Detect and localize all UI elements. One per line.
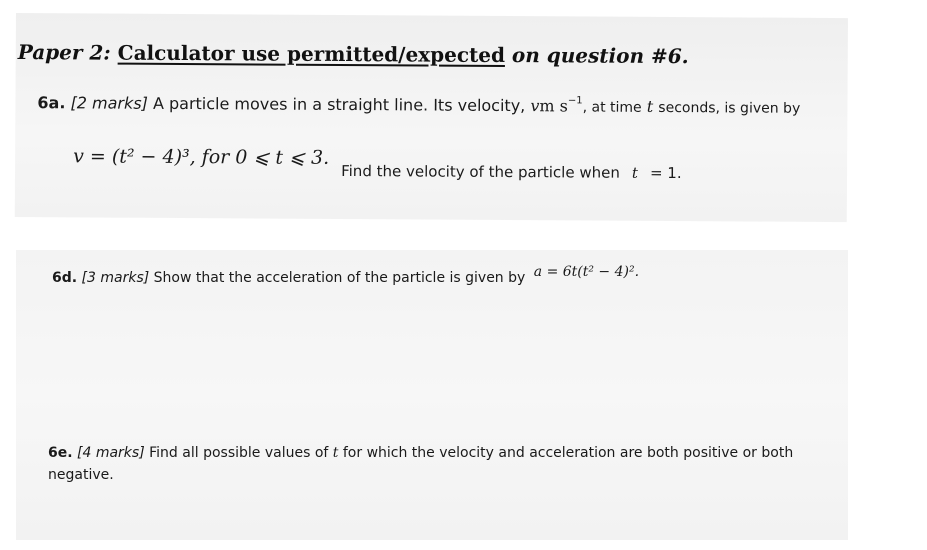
time-variable: t — [332, 445, 339, 461]
question-text: seconds, is given by — [658, 99, 801, 117]
question-number: 6e. — [48, 445, 73, 461]
paper-label: Paper 2: — [17, 40, 111, 65]
acceleration-equation: a = 6t(t² − 4)². — [533, 264, 640, 280]
question-text: Find all possible values of — [149, 445, 329, 461]
paper-header — [18, 40, 818, 69]
find-variable: t — [631, 163, 639, 182]
question-6d-6e-card — [16, 250, 848, 540]
marks-label: [2 marks] — [70, 93, 148, 113]
question-6a-card — [15, 13, 848, 222]
find-value: = 1. — [649, 163, 682, 183]
velocity-equation: v = (t² − 4)³, for 0 ⩽ t ⩽ 3. — [73, 145, 330, 169]
question-text: , at time — [582, 99, 642, 116]
question-6e-text — [48, 442, 838, 486]
calculator-note: Calculator use permitted/expected — [117, 40, 506, 67]
velocity-equation-line — [73, 145, 682, 183]
question-6d-text — [52, 264, 640, 286]
find-velocity-text: Find the velocity of the particle when — [341, 161, 620, 182]
question-6a-text — [37, 93, 847, 117]
question-text: A particle moves in a straight line. Its velocity, — [152, 93, 526, 116]
question-number: 6a. — [37, 93, 66, 113]
velocity-variable: v — [530, 96, 540, 116]
time-variable: t — [646, 96, 654, 116]
question-scope: on question #6. — [511, 43, 689, 69]
question-number: 6d. — [52, 270, 78, 286]
velocity-unit: m s — [539, 96, 568, 116]
marks-label: [4 marks] — [77, 445, 145, 461]
question-text: for which the velocity and acceleration are both positive or both negative. — [48, 445, 794, 483]
unit-exponent: −1 — [567, 95, 583, 107]
question-text: Show that the acceleration of the particle is given by — [153, 270, 526, 286]
marks-label: [3 marks] — [81, 270, 150, 286]
